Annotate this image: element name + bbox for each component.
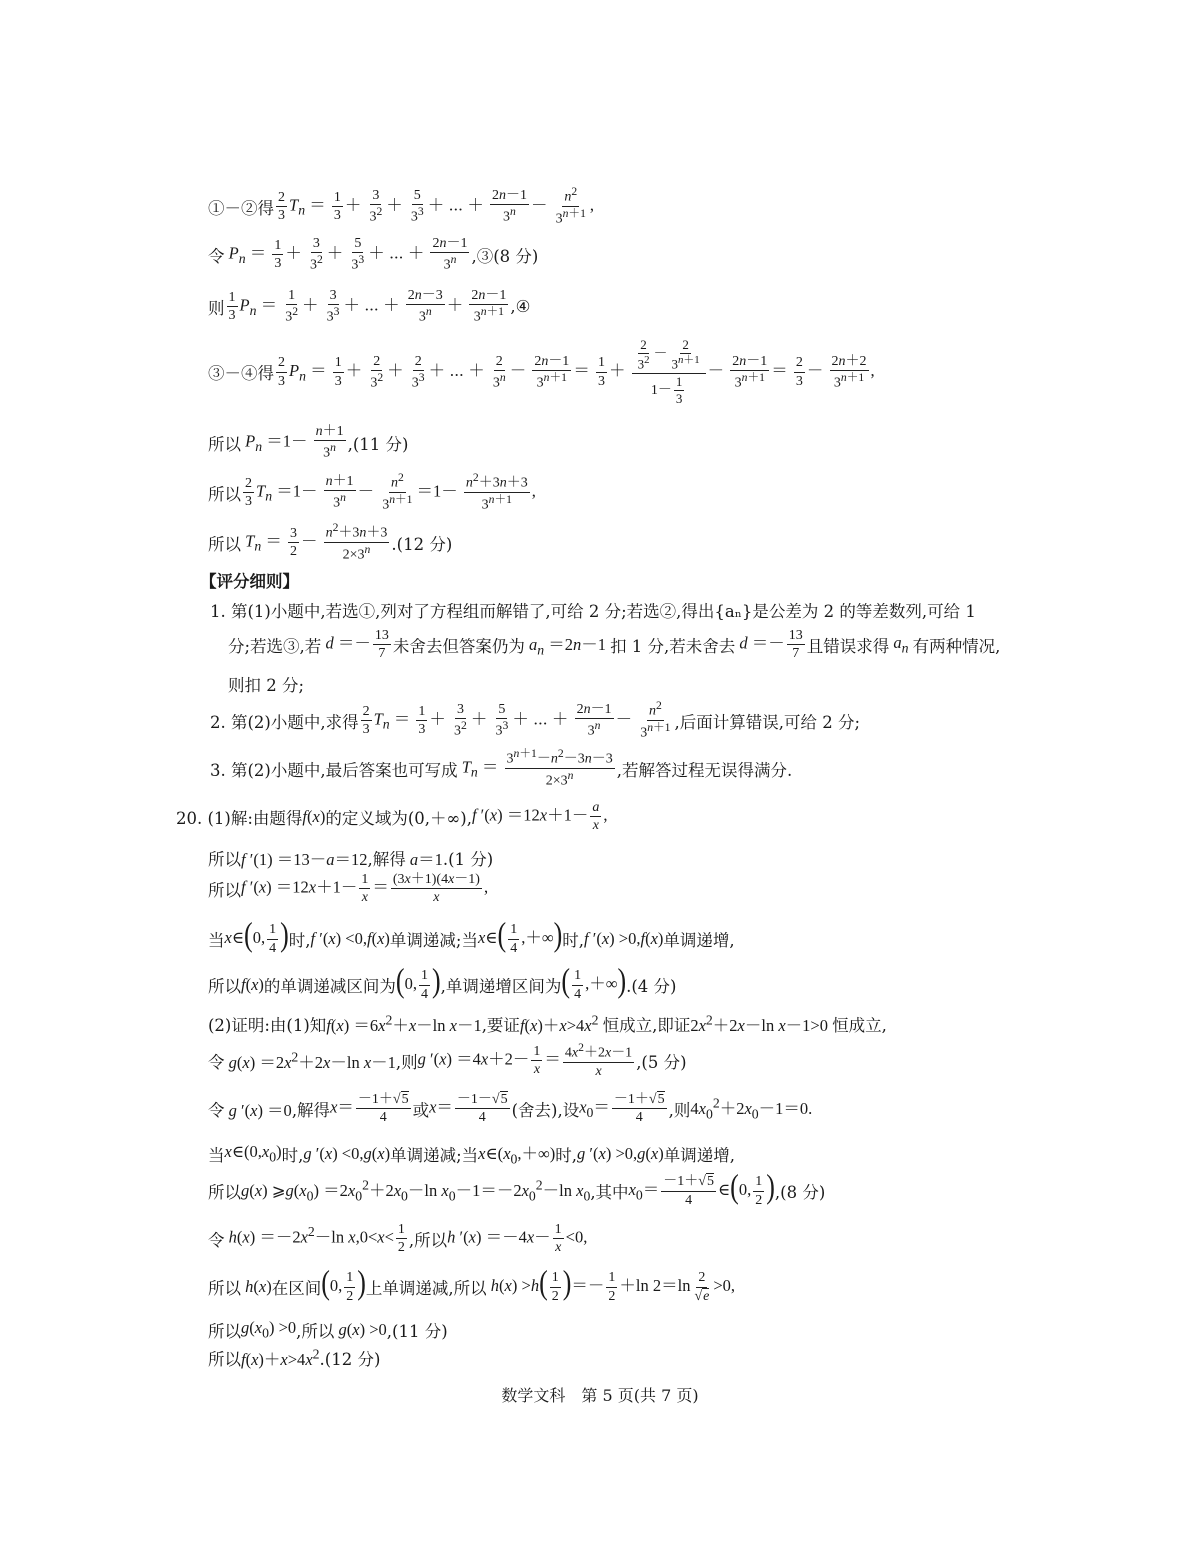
equation: $2x^2+2x-\ln$ x－1>0 xyxy=(690,1012,833,1035)
equation: $h(x) =-2x^2-\ln$ x,0<x< $\frac{1}{2}$ xyxy=(228,1222,405,1256)
equation: g ′(x) >0,g(x) xyxy=(577,1143,664,1163)
q20-text: 所以 xyxy=(208,1350,241,1369)
grading-text: 未舍去但答案仍为 xyxy=(392,636,525,656)
q20-text: .(12 分) xyxy=(319,1350,381,1369)
equation: $P_n$ ＝ $\frac{1}{3}$ ＋ $\frac{3}{3^2}$ ＋ $\frac{5}{3^3}$ ＋ ⋯ ＋ $\frac{2n-1}{3^n}$ xyxy=(228,236,468,274)
equation: h ′(x) ＝－4x－ $\frac{1}{x}$ <0, xyxy=(447,1222,588,1256)
equation: f(x) xyxy=(302,806,326,826)
equation: $T_n$ ＝ $\frac{3}{2}$ － $\frac{n^2+3n+3}{2\times 3^n}$ xyxy=(245,521,388,563)
q20-text: 上单调递减,所以 xyxy=(365,1279,487,1299)
q20-text: 令 xyxy=(208,1100,225,1120)
q20-line-9 xyxy=(208,1140,735,1167)
q20-text: ,解得 xyxy=(367,850,406,869)
q20-line-1 xyxy=(176,800,607,834)
equation: d ＝－ $\frac{13}{7}$ xyxy=(325,628,389,662)
line-2-label: 令 xyxy=(208,246,225,266)
grading-text: 2. 第(2)小题中,求得 xyxy=(210,712,359,732)
equation: x∈( $\frac{1}{4}$ ,＋∞) xyxy=(477,915,563,956)
equation: a＝1 xyxy=(409,850,443,869)
equation: g(x) >0 xyxy=(338,1320,387,1339)
grading-item-1-line-1 xyxy=(210,598,976,622)
grading-text: ,后面计算错误,可给 2 分; xyxy=(674,712,861,732)
q20-line-10 xyxy=(208,1167,826,1208)
q20-text: 当 xyxy=(208,1145,225,1165)
q20-text: ,要证 xyxy=(481,1016,520,1035)
q20-text: ,单调递增区间为 xyxy=(440,977,562,997)
equation: g(x) $⩾g(x_0) =2x_0^2+2x_0-\ln$ $x_0-1=-2x_0^2-\ln$ $x_0$ xyxy=(241,1177,591,1204)
q20-text: 当 xyxy=(208,931,225,951)
equation: $\frac{2}{3}$ $T_n =1-$ $\frac{n+1}{3^n}$ － $\frac{n^2}{3^{n+1}}$ ＝1－ $\frac{n^2+3n+3}{3^{n+1}}$ , xyxy=(245,471,536,513)
line-2-note: ,③(8 分) xyxy=(471,246,539,266)
line-3-note: ,④ xyxy=(510,297,531,317)
line-6 xyxy=(208,472,536,513)
q20-text: ,解得 xyxy=(291,1100,331,1120)
equation: $g(x) =2x^2+2x-\ln$ x－1 xyxy=(228,1049,396,1072)
q20-text: 单调递增, xyxy=(663,931,735,951)
equation: (0, $\frac{1}{4}$ ) xyxy=(395,961,441,1002)
q20-text: 所以 xyxy=(208,977,241,997)
line-3 xyxy=(208,288,530,325)
q20-text: ,其中 xyxy=(590,1183,629,1203)
q20-text: 的定义域为(0,＋∞), xyxy=(325,808,472,828)
q20-text: ,所以 xyxy=(408,1230,448,1250)
q20-text: 在区间 xyxy=(271,1279,322,1299)
q20-text: 恒成立, xyxy=(832,1016,887,1035)
line-4-label: ③－④得 xyxy=(208,364,274,384)
grading-text: 有两种情况, xyxy=(912,636,1001,656)
q20-text: 的单调递减区间为 xyxy=(263,977,396,997)
line-2 xyxy=(208,236,538,273)
line-1-label: ①－②得 xyxy=(208,198,274,218)
grading-header: 【评分细则】 xyxy=(200,572,299,591)
q20-text: 所以 xyxy=(208,1322,241,1341)
equation: $a_n =2n-1$ xyxy=(528,635,611,658)
q20-line-11 xyxy=(208,1222,587,1256)
q20-line-12 xyxy=(208,1263,736,1304)
q20-text: 时, xyxy=(288,931,311,951)
q20-line-4 xyxy=(208,915,735,956)
grading-text: ,若解答过程无误得满分. xyxy=(616,760,793,780)
equation: $f(x) =6x^2+x-\ln$ x－1 xyxy=(326,1012,482,1035)
grading-text: 分;若选③,若 xyxy=(228,636,322,656)
q20-text: 单调递减;当 xyxy=(389,931,478,951)
q20-text: 单调递减;当 xyxy=(390,1145,479,1165)
q20-line-13 xyxy=(208,1318,448,1342)
q20-text: (舍去),设 xyxy=(511,1100,580,1120)
line-7 xyxy=(208,522,452,563)
grading-text: 且错误求得 xyxy=(806,636,890,656)
line-5 xyxy=(208,424,408,461)
line-7-label: 所以 xyxy=(208,534,241,554)
q20-text: 单调递增, xyxy=(663,1145,735,1165)
equation: $a_n$ xyxy=(893,633,909,656)
line-7-note: .(12 分) xyxy=(391,534,453,554)
line-4 xyxy=(208,338,875,407)
grading-text: 扣 1 分,若未舍去 xyxy=(610,636,736,656)
q20-text: (2)证明:由(1)知 xyxy=(208,1016,327,1035)
equation: $4x_0^2+2x_0-1=0$. xyxy=(690,1095,813,1122)
grading-item-3 xyxy=(210,748,792,789)
equation: f ′(1) ＝13－a＝12 xyxy=(241,850,368,869)
q20-text: ,(8 分) xyxy=(774,1183,826,1203)
equation: g ′(x) ＝0 xyxy=(228,1100,292,1120)
grading-text: 1. 第(1)小题中,若选①,列对了方程组而解错了,可给 2 分;若选②,得出{aₙ}是公差为 2 的等差数列,可给 1 xyxy=(210,602,976,621)
equation: ( $\frac{1}{4}$ ,＋∞) xyxy=(561,961,627,1002)
q20-text: 令 xyxy=(208,1052,225,1072)
q20-text: 或 xyxy=(412,1100,430,1120)
q20-text: 所以 xyxy=(208,1279,241,1299)
equation: g ′(x) ＝4x＋2－ $\frac{1}{x}$ ＝ $\frac{4x^2+2x-1}{x}$ xyxy=(417,1041,633,1080)
equation: $T_n$ ＝ $\frac{3^{n+1}-n^2-3n-3}{2\times 3^n}$ xyxy=(461,747,613,789)
equation: $x\in(0,x_0)$ xyxy=(224,1142,282,1165)
equation: f ′(x) ＝12x＋1－ $\frac{a}{x}$ , xyxy=(471,800,608,834)
grading-text: 则扣 2 分; xyxy=(228,676,305,695)
equation: h(x) >h( $\frac{1}{2}$ )＝－ $\frac{1}{2}$ ＋ln 2＝ln $\frac{2}{√e}$ >0, xyxy=(490,1263,736,1304)
equation: $P_n =1-$ $\frac{n+1}{3^n}$ xyxy=(245,424,344,462)
q20-text: .(4 分) xyxy=(626,977,677,997)
grading-text: 3. 第(2)小题中,最后答案也可写成 xyxy=(210,760,458,780)
q20-line-14 xyxy=(208,1346,380,1370)
q20-text: 时, xyxy=(555,1145,578,1165)
equation: (0, $\frac{1}{2}$ ) xyxy=(321,1263,366,1304)
equation: h(x) xyxy=(245,1277,272,1297)
q20-text: .(1 分) xyxy=(442,850,494,869)
equation: g ′(x) <0,g(x) xyxy=(303,1143,391,1163)
q20-text: ,(11 分) xyxy=(386,1322,448,1341)
equation: $x\in(x_0,+\infty)$ xyxy=(478,1144,556,1167)
equation: f ′(x) ＝12x＋1－ $\frac{1}{x}$ ＝ $\frac{(3x+1)(4x-1)}{x}$ , xyxy=(241,872,489,906)
grading-item-1-line-3 xyxy=(228,672,304,696)
q20-text: ,所以 xyxy=(296,1322,335,1341)
q20-line-2 xyxy=(208,846,493,870)
q20-text: 所以 xyxy=(208,850,241,869)
q20-line-5 xyxy=(208,961,677,1002)
equation: $\frac{2}{3}$ $T_n$ ＝ $\frac{1}{3}$ ＋ $\frac{3}{3^2}$ ＋ $\frac{5}{3^3}$ ＋ ⋯ ＋ $\frac{2n-1}{3^n}$ － $\frac{n^2}{3^{n+1}}$ xyxy=(362,699,671,741)
equation: $x_0=$ $\frac{-1+√5}{4}$ ∈(0, $\frac{1}{2}$ ) xyxy=(628,1167,775,1208)
equation: x∈(0, $\frac{1}{4}$ ) xyxy=(224,915,289,956)
q20-text: ,(5 分) xyxy=(636,1052,687,1072)
equation: $\frac{2}{3}$ $P_n$ ＝ $\frac{1}{3}$ ＋ $\frac{2}{3^2}$ ＋ $\frac{2}{3^3}$ ＋ ⋯ ＋ $\frac{2}{3^n}$ － $\frac{2n-1}{3^{n+1}}$ ＝ $\frac{1}{3}$ ＋ $\frac{2}{3^2}$ － $\frac{2}{3^{n+1}}$ 1－ $\frac{1}{3}$ － $\frac{2n-1}{3^{n+1}}$ ＝ $\frac{2}{3}$ － $\frac{2n+2}{3^{n+1}}$ , xyxy=(278,337,875,407)
equation: f(x) xyxy=(241,975,264,995)
equation: $x_0=$ $\frac{-1+√5}{4}$ xyxy=(579,1092,665,1126)
q20-text: 所以 xyxy=(208,880,241,900)
q20-line-6 xyxy=(208,1012,887,1036)
grading-item-2 xyxy=(210,700,860,741)
q20-text: 时, xyxy=(562,931,584,951)
equation: f ′(x) <0,f(x) xyxy=(310,929,390,949)
line-1 xyxy=(208,186,594,227)
equation: x＝ $\frac{-1-√5}{4}$ xyxy=(429,1092,508,1126)
line-3-label: 则 xyxy=(208,298,225,318)
q20-text: ,则 xyxy=(395,1052,418,1072)
line-6-label: 所以 xyxy=(208,484,241,504)
q20-line-3 xyxy=(208,872,488,906)
equation: $\frac{2}{3}$ $T_n$ ＝ $\frac{1}{3}$ ＋ $\frac{3}{3^2}$ ＋ $\frac{5}{3^3}$ ＋ ⋯ ＋ $\frac{2n-1}{3^n}$ － $\frac{n^2}{3^{n+1}}$ , xyxy=(278,185,595,227)
equation: x＝ $\frac{-1+√5}{4}$ xyxy=(330,1092,409,1126)
line-5-note: ,(11 分) xyxy=(347,434,409,454)
q20-text: ,则 xyxy=(668,1100,691,1120)
q20-text: 时, xyxy=(281,1145,304,1165)
q20-line-7 xyxy=(208,1042,687,1079)
q20-text: 恒成立,即证 xyxy=(602,1016,691,1035)
q20-line-8 xyxy=(208,1092,812,1126)
equation: $\frac{1}{3}$ $P_n$ ＝ $\frac{1}{3^2}$ ＋ $\frac{3}{3^3}$ ＋ ⋯ ＋ $\frac{2n-3}{3^n}$ ＋ $\frac{2n-1}{3^{n+1}}$ xyxy=(228,288,507,326)
q20-text: 20. (1)解:由题得 xyxy=(176,808,303,828)
equation: d ＝－ $\frac{13}{7}$ xyxy=(739,628,803,662)
equation: $f(x)+x>4x^2$ xyxy=(519,1012,599,1035)
equation: $g(x_0) >0$ xyxy=(241,1318,297,1341)
q20-text: 令 xyxy=(208,1230,225,1250)
grading-item-1-line-2 xyxy=(228,628,1000,662)
equation: $f(x)+x>4x^2$ xyxy=(241,1346,320,1369)
page-footer: 数学文科 第 5 页(共 7 页) xyxy=(501,1386,699,1405)
equation: f ′(x) >0,f(x) xyxy=(584,929,664,949)
q20-text: 所以 xyxy=(208,1183,241,1203)
line-5-label: 所以 xyxy=(208,434,241,454)
